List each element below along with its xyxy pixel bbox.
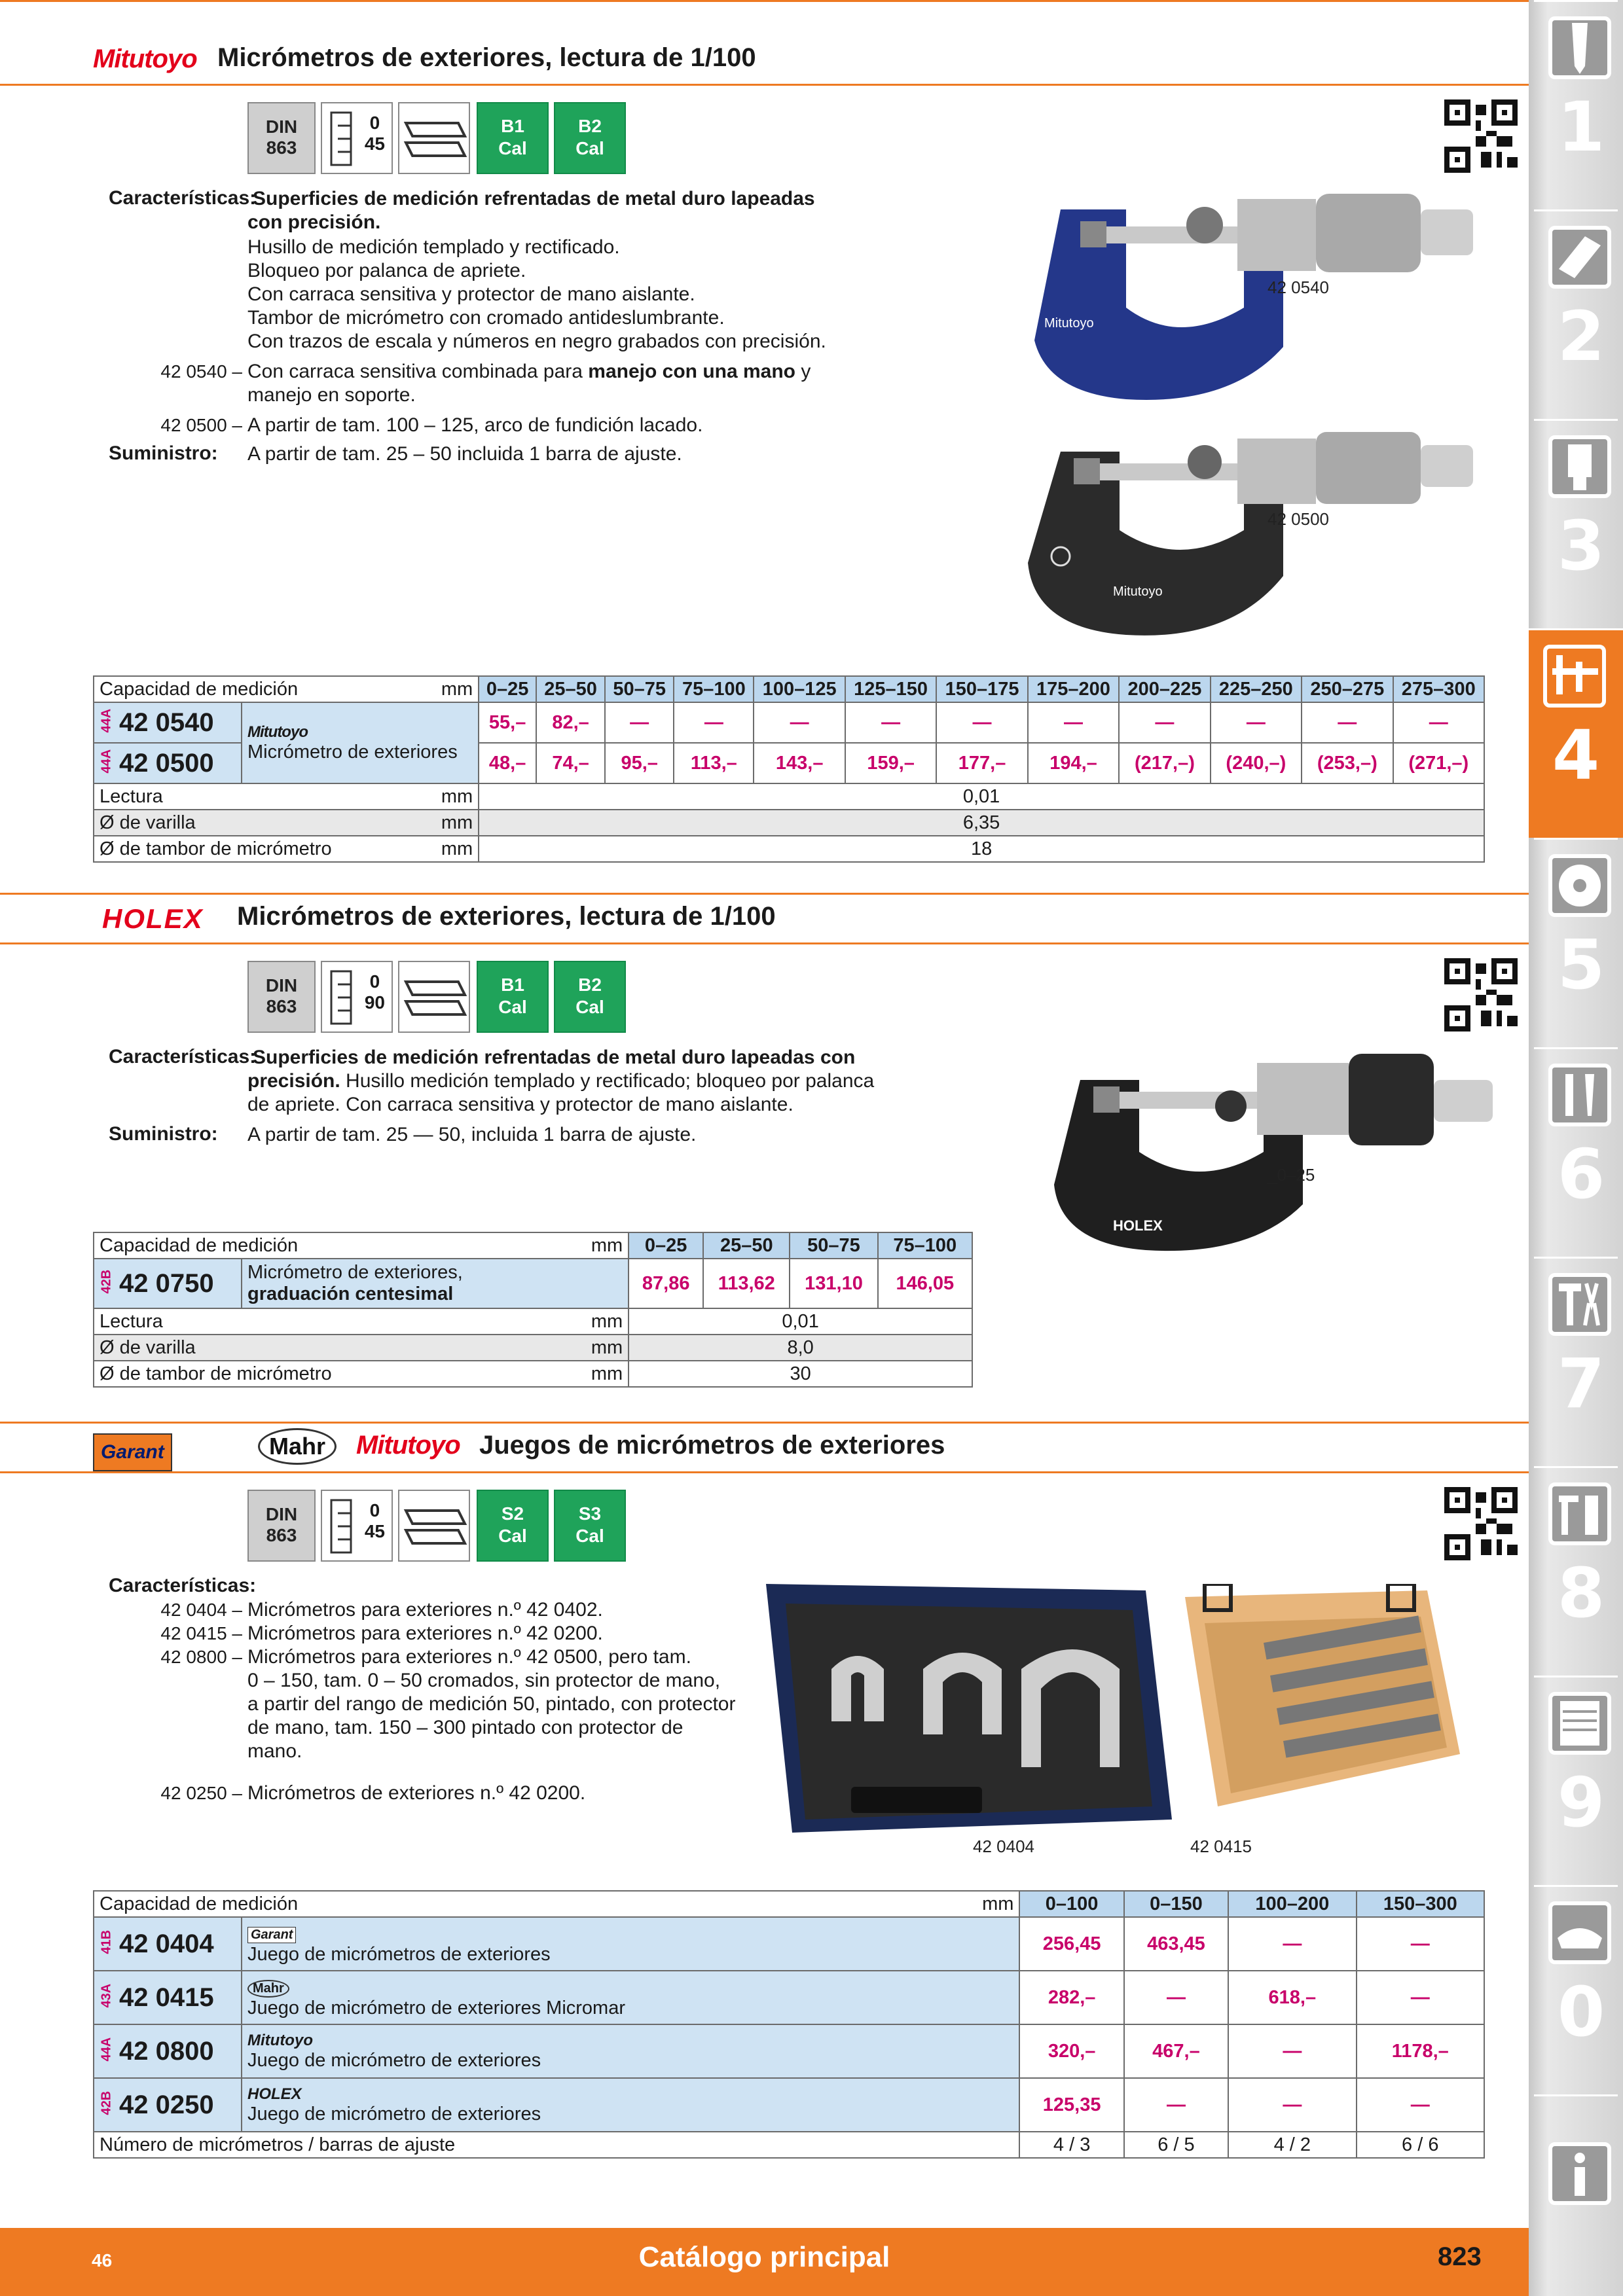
page-footer (0, 2228, 1529, 2296)
mahr-logo: Mahr (258, 1428, 337, 1465)
cal-b2-icon: B2 Cal (554, 102, 626, 174)
price-cell: — (1124, 1971, 1228, 2024)
garant-logo: Garant (93, 1433, 172, 1471)
spec-row (94, 2132, 1484, 2158)
article-desc: Garant Juego de micrómetros de exteriores (242, 1917, 1019, 1971)
price-cell: — (754, 702, 845, 743)
table-row (94, 1259, 972, 1308)
image-caption: 42 0540 (1267, 278, 1329, 297)
spec-label: Ø de tambor de micrómetro mm (94, 836, 479, 862)
col-header: 25–50 (703, 1232, 790, 1259)
col-header: 50–75 (790, 1232, 877, 1259)
din-icon: DIN 863 (247, 961, 316, 1033)
spec-value: 0,01 (479, 783, 1484, 810)
chapter-tab-9[interactable]: 9 (1534, 1676, 1618, 1885)
price-cell: (217,–) (1119, 743, 1210, 783)
chapter-tab-4[interactable]: 4 (1529, 628, 1623, 838)
top-rule (0, 0, 1529, 2)
note-code: 42 0404 – (160, 1600, 242, 1620)
spec-value: 6 / 5 (1124, 2132, 1228, 2158)
price-cell: 74,– (536, 743, 605, 783)
price-cell: — (936, 702, 1027, 743)
price-cell: 55,– (479, 702, 536, 743)
price-cell: 159,– (845, 743, 936, 783)
price-cell: (271,–) (1393, 743, 1484, 783)
note-text: Micrómetros para exteriores n.º 42 0402. (247, 1599, 603, 1621)
col-header: 75–100 (878, 1232, 972, 1259)
scale-icon: 0 45 (321, 102, 393, 174)
drill-icon (1548, 16, 1611, 79)
table-row (94, 1917, 1484, 1971)
col-header: 150–300 (1357, 1891, 1484, 1917)
col-header: 200–225 (1119, 676, 1210, 702)
cal-b2-icon: B2 Cal (554, 961, 626, 1033)
cal-s2-icon: S2 Cal (477, 1490, 549, 1562)
qr-code-icon[interactable] (1444, 958, 1518, 1031)
chapter-tab-5[interactable]: 5 (1534, 838, 1618, 1047)
article-cell[interactable]: 44A 42 0500 (94, 743, 242, 783)
price-cell: — (1119, 702, 1210, 743)
col-header: 225–250 (1211, 676, 1302, 702)
scale-icon: 0 90 (321, 961, 393, 1033)
table-row (94, 2024, 1484, 2078)
spec-row (94, 783, 1484, 810)
page-number: 823 (1438, 2242, 1482, 2271)
chapter-tab-8[interactable]: 8 (1534, 1466, 1618, 1676)
cal-b1-icon: B1 Cal (477, 961, 549, 1033)
price-cell: (253,–) (1302, 743, 1393, 783)
note-text: Micrómetros de exteriores n.º 42 0200. (247, 1782, 586, 1804)
price-cell: — (1302, 702, 1393, 743)
article-cell[interactable]: 43A 42 0415 (94, 1971, 242, 2024)
qr-code-icon[interactable] (1444, 1487, 1518, 1560)
price-cell: 194,– (1028, 743, 1119, 783)
spec-row (94, 1335, 972, 1361)
note-text: Con carraca sensitiva combinada para manejo con una mano y (247, 361, 811, 382)
price-cell: — (674, 702, 754, 743)
price-cell: — (1228, 2078, 1356, 2132)
spec-value: 30 (629, 1361, 972, 1387)
col-header: 50–75 (605, 676, 674, 702)
article-desc: Mahr Juego de micrómetro de exteriores Micromar (242, 1971, 1019, 2024)
col-header: 175–200 (1028, 676, 1119, 702)
article-cell[interactable]: 41B 42 0404 (94, 1917, 242, 1971)
price-cell: — (1028, 702, 1119, 743)
features-label: Características: (109, 1575, 257, 1596)
features-label: Características: (109, 1046, 257, 1067)
note-code: 42 0540 – (160, 361, 242, 382)
col-header: 125–150 (845, 676, 936, 702)
note-text: A partir de tam. 100 – 125, arco de fundición lacado. (247, 414, 703, 436)
saw-blade-icon (1548, 854, 1611, 917)
note-code: 42 0250 – (160, 1783, 242, 1803)
footer-left-number: 46 (92, 2250, 113, 2270)
price-cell: — (1357, 1917, 1484, 1971)
article-cell[interactable]: 44A 42 0800 (94, 2024, 242, 2078)
feature-bold: Superficies de medición refrentadas de metal duro lapeadas con (253, 1047, 856, 1068)
section3-rule (0, 1471, 1529, 1473)
cal-b1-icon: B1 Cal (477, 102, 549, 174)
svg-text:Mitutoyo: Mitutoyo (1044, 316, 1094, 331)
spec-value: 0,01 (629, 1308, 972, 1335)
spec-label: Lectura mm (94, 1308, 629, 1335)
section1-title: Micrómetros de exteriores, lectura de 1/100 (217, 43, 756, 72)
workshop-icon (1548, 1482, 1611, 1545)
supply-text: A partir de tam. 25 — 50, incluida 1 barra de ajuste. (247, 1124, 697, 1145)
feature-line: Bloqueo por palanca de apriete. (247, 260, 526, 281)
section2-rule (0, 942, 1529, 944)
wrench-icon (1548, 1064, 1611, 1126)
note-text: a partir del rango de medición 50, pintado, con protector (247, 1693, 736, 1715)
hammer-pliers-icon (1548, 1273, 1611, 1336)
svg-text:Mitutoyo: Mitutoyo (1113, 584, 1163, 599)
chapter-sidebar (1529, 0, 1623, 2296)
col-header: 100–125 (754, 676, 845, 702)
note-text: de mano, tam. 150 – 300 pintado con protector de (247, 1717, 684, 1738)
price-cell: — (1211, 702, 1302, 743)
col-header: 0–25 (629, 1232, 703, 1259)
spec-label: Ø de varilla mm (94, 810, 479, 836)
section2-price-table (93, 1232, 973, 1388)
note-code: 42 0415 – (160, 1623, 242, 1643)
supply-label: Suministro: (109, 442, 218, 464)
feature-line: Husillo de medición templado y rectificado. (247, 236, 620, 258)
col-header: 275–300 (1393, 676, 1484, 702)
spec-value: 6 / 6 (1357, 2132, 1484, 2158)
price-cell: 256,45 (1019, 1917, 1123, 1971)
spec-label: Ø de varilla mm (94, 1335, 629, 1361)
price-cell: 463,45 (1124, 1917, 1228, 1971)
article-cell[interactable]: 44A 42 0540 (94, 702, 242, 743)
holex-logo: HOLEX (102, 903, 204, 934)
section3-price-table (93, 1890, 1485, 2159)
tap-icon (1548, 435, 1611, 498)
col-header: 0–100 (1019, 1891, 1123, 1917)
chapter-tab-6[interactable]: 6 (1534, 1047, 1618, 1257)
safety-equipment-icon (1548, 1901, 1611, 1964)
spec-row (94, 810, 1484, 836)
article-cell[interactable]: 42B 42 0250 (94, 2078, 242, 2132)
image-caption: _0–25 (1267, 1165, 1315, 1185)
section3-title: Juegos de micrómetros de exteriores (479, 1431, 945, 1460)
spec-row (94, 1361, 972, 1387)
note-code: 42 0800 – (160, 1647, 242, 1667)
note-text: manejo en soporte. (247, 384, 416, 406)
note-text: mano. (247, 1740, 302, 1762)
section3-rule-top (0, 1422, 1529, 1424)
features-label: Características: (109, 187, 257, 209)
price-cell: — (605, 702, 674, 743)
article-desc: Micrómetro de exteriores, graduación centesimal (242, 1259, 629, 1308)
price-cell: — (1357, 2078, 1484, 2132)
micrometer-set-case-image (753, 1571, 1172, 1846)
price-cell: — (1124, 2078, 1228, 2132)
table-header-label: Capacidad de medición mm (94, 676, 479, 702)
price-cell: 113,62 (703, 1259, 790, 1308)
spec-label: Número de micrómetros / barras de ajuste (94, 2132, 1019, 2158)
chapter-tab-7[interactable]: 7 (1534, 1257, 1618, 1466)
mitutoyo-logo: Mitutoyo (93, 45, 197, 73)
micrometer-set-wooden-case-image (1178, 1584, 1493, 1833)
mitutoyo-logo: Mitutoyo (356, 1431, 460, 1460)
supply-text: A partir de tam. 25 – 50 incluida 1 barra de ajuste. (247, 443, 682, 465)
spec-label: Ø de tambor de micrómetro mm (94, 1361, 629, 1387)
note-text: Micrómetros para exteriores n.º 42 0200. (247, 1623, 603, 1644)
article-desc: Mitutoyo Juego de micrómetro de exteriores (242, 2024, 1019, 2078)
feature-line: Tambor de micrómetro con cromado antideslumbrante. (247, 307, 725, 329)
micrometer-blue-image (1008, 183, 1506, 419)
feature-line: Con trazos de escala y números en negro grabados con precisión. (247, 331, 826, 352)
col-header: 25–50 (536, 676, 605, 702)
footer-title: Catálogo principal (638, 2241, 890, 2273)
insert-icon (1548, 226, 1611, 289)
image-caption: 42 0500 (1267, 509, 1329, 529)
measuring-faces-icon (398, 1490, 470, 1562)
price-cell: 82,– (536, 702, 605, 743)
spec-value: 8,0 (629, 1335, 972, 1361)
price-cell: 125,35 (1019, 2078, 1123, 2132)
section1-price-table (93, 675, 1485, 863)
price-cell: 95,– (605, 743, 674, 783)
price-cell: 143,– (754, 743, 845, 783)
article-desc: Mitutoyo Micrómetro de exteriores (242, 702, 479, 783)
table-header-label: Capacidad de medición mm (94, 1891, 1019, 1917)
col-header: 250–275 (1302, 676, 1393, 702)
info-icon (1548, 2142, 1611, 2205)
supply-label: Suministro: (109, 1123, 218, 1145)
chapter-tab-3[interactable]: 3 (1534, 419, 1618, 628)
price-cell: (240,–) (1211, 743, 1302, 783)
measuring-faces-icon (398, 102, 470, 174)
feature-bold-1: Superficies de medición refrentadas de metal duro lapeadas (253, 188, 815, 209)
svg-text:HOLEX: HOLEX (1113, 1217, 1163, 1234)
tool-cabinet-icon (1548, 1692, 1611, 1755)
price-cell: — (1228, 1917, 1356, 1971)
table-row (94, 702, 1484, 743)
article-desc: HOLEX Juego de micrómetro de exteriores (242, 2078, 1019, 2132)
note-code: 42 0500 – (160, 415, 242, 435)
col-header: 0–25 (479, 676, 536, 702)
price-cell: 131,10 (790, 1259, 877, 1308)
spec-value: 6,35 (479, 810, 1484, 836)
price-cell: 320,– (1019, 2024, 1123, 2078)
article-cell[interactable]: 42B 42 0750 (94, 1259, 242, 1308)
price-cell: — (1228, 2024, 1356, 2078)
image-caption: 42 0415 (1190, 1837, 1252, 1856)
spec-row (94, 1308, 972, 1335)
micrometer-black-image (1008, 432, 1506, 655)
price-cell: 467,– (1124, 2024, 1228, 2078)
spec-label: Lectura mm (94, 783, 479, 810)
spec-row (94, 836, 1484, 862)
price-cell: 282,– (1019, 1971, 1123, 2024)
col-header: 0–150 (1124, 1891, 1228, 1917)
note-text: Micrómetros para exteriores n.º 42 0500, pero tam. (247, 1646, 691, 1668)
feature-line: precisión. Husillo medición templado y rectificado; bloqueo por palanca (247, 1070, 875, 1092)
price-cell: 177,– (936, 743, 1027, 783)
feature-bold-2: con precisión. (247, 211, 381, 233)
price-cell: 87,86 (629, 1259, 703, 1308)
feature-line: Con carraca sensitiva y protector de mano aislante. (247, 283, 695, 305)
col-header: 100–200 (1228, 1891, 1356, 1917)
spec-value: 18 (479, 836, 1484, 862)
price-cell: 113,– (674, 743, 754, 783)
spec-value: 4 / 3 (1019, 2132, 1123, 2158)
price-cell: — (1393, 702, 1484, 743)
scale-icon: 0 45 (321, 1490, 393, 1562)
micrometer-holex-image (1021, 1041, 1506, 1263)
price-cell: — (845, 702, 936, 743)
section2-title: Micrómetros de exteriores, lectura de 1/100 (237, 902, 776, 931)
din-icon: DIN 863 (247, 102, 316, 174)
din-icon: DIN 863 (247, 1490, 316, 1562)
col-header: 75–100 (674, 676, 754, 702)
table-row (94, 1971, 1484, 2024)
section1-rule (0, 84, 1529, 86)
chapter-tab-0[interactable]: 0 (1534, 1885, 1618, 2094)
chapter-tab-info[interactable] (1534, 2094, 1618, 2225)
chapter-tab-1[interactable]: 1 (1534, 0, 1618, 209)
cal-s3-icon: S3 Cal (554, 1490, 626, 1562)
table-row (94, 2078, 1484, 2132)
image-caption: 42 0404 (973, 1837, 1034, 1856)
table-header-label: Capacidad de medición mm (94, 1232, 629, 1259)
price-cell: — (1357, 1971, 1484, 2024)
qr-code-icon[interactable] (1444, 99, 1518, 173)
price-cell: 618,– (1228, 1971, 1356, 2024)
measuring-faces-icon (398, 961, 470, 1033)
price-cell: 1178,– (1357, 2024, 1484, 2078)
feature-line: de apriete. Con carraca sensitiva y protector de mano aislante. (247, 1094, 793, 1115)
price-cell: 48,– (479, 743, 536, 783)
col-header: 150–175 (936, 676, 1027, 702)
chapter-tab-2[interactable]: 2 (1534, 209, 1618, 419)
spec-value: 4 / 2 (1228, 2132, 1356, 2158)
note-text: 0 – 150, tam. 0 – 50 cromados, sin protector de mano, (247, 1670, 721, 1691)
price-cell: 146,05 (878, 1259, 972, 1308)
section2-rule-top (0, 893, 1529, 895)
caliper-icon (1543, 645, 1606, 708)
